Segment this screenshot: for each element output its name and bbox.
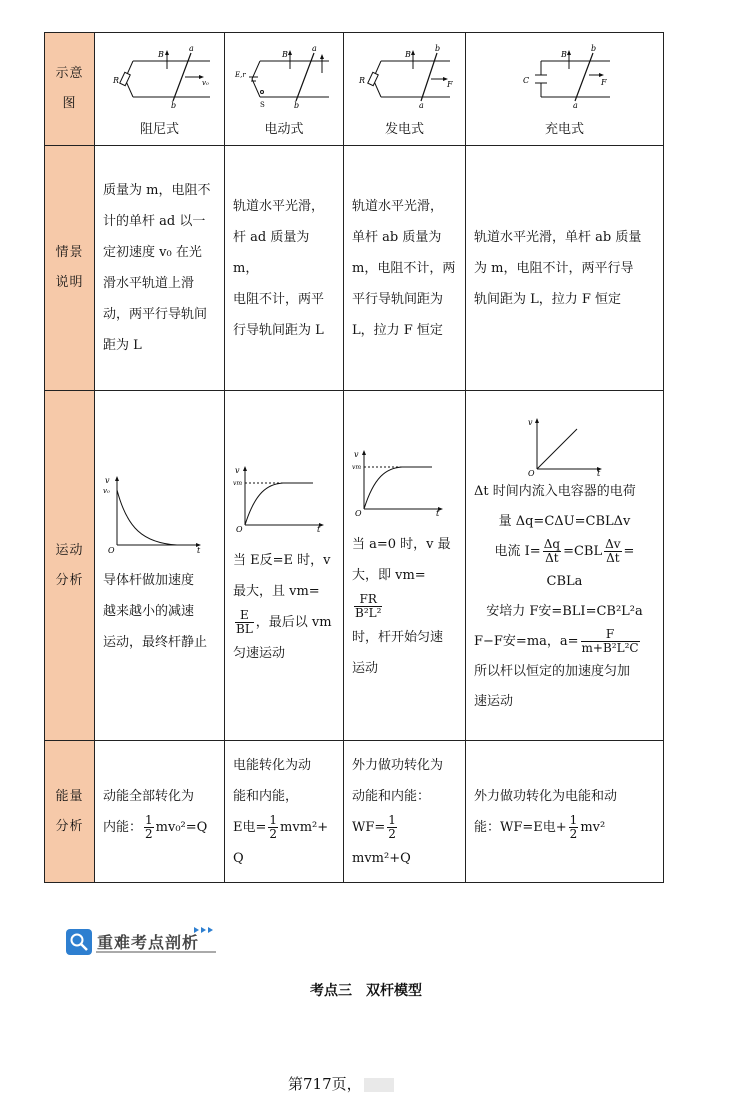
motor-circuit-diagram [234,39,334,109]
redacted-block [364,1078,394,1092]
svg-text:v: v [354,450,359,459]
svg-text:B: B [157,50,164,59]
svg-text:b: b [434,44,440,53]
energy-damping: 动能全部转化为 内能： $\frac{1}{2}$ mv₀²=Q [95,741,225,883]
svg-text:b: b [294,101,300,109]
diagram-generator: R b a B F 发电式 [344,33,466,146]
motion-damping: v v₀ O t 导体杆做加速度 越来越小的减速 运动，最终杆静止 [95,391,225,741]
v-t-graph-saturating-generator [352,447,447,517]
motion-row [45,391,664,741]
svg-text:v: v [527,417,533,427]
scenario-capacitor: 轨道水平光滑，单杆 ab 质量 为 m，电阻不计，两平行导 轨间距为 L，拉力 F 恒定 [466,146,664,391]
diagram-motor: E,r S a b B 电动式 [225,33,344,146]
svg-text:v: v [105,476,110,485]
svg-text:t: t [317,524,321,533]
svg-text:C: C [522,76,529,85]
comparison-table [44,32,664,883]
page-footer [288,1073,394,1094]
svg-text:B: B [282,50,288,59]
svg-text:v₀: v₀ [103,487,110,495]
svg-text:F: F [600,78,607,87]
svg-text:a: a [572,101,578,109]
svg-text:t: t [197,546,201,553]
motion-motor: v vm O t 当 E反=E 时，v 最大，且 vm= $\frac{E}{BL}$ ，最后以 vm 匀速运动 [225,391,344,741]
energy-motor: 电能转化为动 能和内能， E电= $\frac{1}{2}$ mvm²+ Q [225,741,344,883]
generator-circuit-diagram [355,39,455,109]
v-t-graph-linear [525,415,605,477]
svg-text:O: O [355,509,362,517]
row-header-diagram: 示意 图 [45,33,95,146]
row-header-energy: 能量 分析 [45,741,95,883]
svg-text:b: b [590,44,596,53]
svg-text:S: S [260,101,265,109]
svg-text:vm: vm [233,479,243,487]
scenario-row [45,146,664,391]
scenario-damping: 质量为 m，电阻不 计的单杆 ad 以一 定初速度 v₀ 在光 滑水平轨道上滑 动，两平行导轨间 距为 L [95,146,225,391]
svg-text:B: B [560,50,567,59]
section-label: 重难考点剖析 [97,933,200,952]
svg-text:R: R [358,76,365,85]
svg-text:a: a [418,101,424,109]
section-title: 考点三 双杆模型 [310,983,422,999]
page-number: 第717页， [288,1075,362,1093]
svg-text:t: t [436,509,440,517]
v-t-graph-saturating-motor [233,463,328,533]
svg-text:a: a [188,44,194,53]
svg-text:B: B [404,50,411,59]
svg-text:b: b [170,101,176,109]
scenario-motor: 轨道水平光滑， 杆 ad 质量为 m， 电阻不计，两平 行导轨间距为 L [225,146,344,391]
damping-circuit-diagram [105,39,215,109]
v-t-graph-decay [103,473,203,553]
row-header-motion: 运动 分析 [45,391,95,741]
svg-text:t: t [596,468,600,477]
svg-text:E,r: E,r [235,71,246,79]
scenario-generator: 轨道水平光滑， 单杆 ab 质量为 m，电阻不计，两 平行导轨间距为 L，拉力 F 恒定 [344,146,466,391]
svg-text:vm: vm [352,464,362,471]
svg-text:O: O [236,524,243,533]
svg-text:v: v [235,465,240,475]
row-header-scenario: 情景 说明 [45,146,95,391]
svg-text:a: a [312,44,317,53]
svg-text:F: F [446,80,453,89]
diagram-capacitor: C b a B F 充电式 [466,33,664,146]
energy-capacitor: 外力做功转化为电能和动 能：WF=E电+ $\frac{1}{2}$ mv² [466,741,664,883]
energy-row [45,741,664,883]
svg-text:O: O [108,546,115,553]
section-badge [66,927,216,959]
svg-text:v₀: v₀ [201,79,209,87]
svg-text:O: O [527,468,535,477]
motion-generator: v vm O t 当 a=0 时，v 最 大，即 vm= $\frac{FR}{\text{B²L²}}$ 时，杆开始匀速 运动 [344,391,466,741]
svg-text:R: R [112,76,119,85]
energy-generator: 外力做功转化为 动能和内能： WF= $\frac{1}{2}$ mvm²+Q [344,741,466,883]
diagram-row [45,33,664,146]
capacitor-circuit-diagram [515,39,615,109]
diagram-damping: R a b B v₀ 阻尼式 [95,33,225,146]
motion-capacitor: v O t Δt 时间内流入电容器的电荷 量 Δq=CΔU=CBLΔv 电流 I= $\frac{\Delta q}{\Delta t}$ =CBL $\frac{\Delta v}{\Delta t}$ = CBLa 安培力 F安=BLI=CB²L²a F−F安=ma，a= $\frac{F}{\text{m+B²L²C}}$ 所以杆以恒定的加速度匀加 速运动 [466,391,664,741]
